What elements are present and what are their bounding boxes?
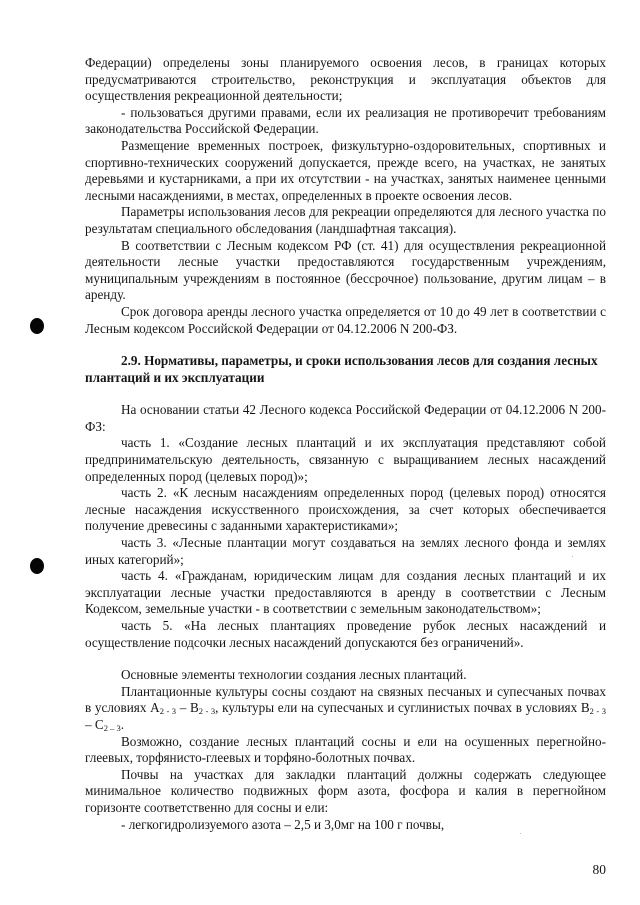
law-part: часть 4. «Гражданам, юридическим лицам для создания лесных плантаций и их эксплуатации лесные участки предоставляются в аренду в соответствии с Лесным Кодексом, земельные участки - в соответствии с земельным законодательством»; — [85, 568, 606, 617]
paragraph: Основные элементы технологии создания лесных плантаций. — [121, 667, 467, 683]
paragraph: В соответствии с Лесным кодексом РФ (ст. 41) для осуществления рекреационной деятельности лесные участки предоставляются государственным учреждениям, муниципальным учреждениям в постоянное (бессрочное) пользование, другим лицам – в аренду. — [85, 237, 606, 303]
paragraph: Параметры использования лесов для рекреации определяются для лесного участка по результатам специального обследования (ландшафтная таксация). — [85, 204, 606, 236]
paragraph: Возможно, создание лесных плантаций сосны и ели на осушенных перегнойно-глеевых, торфянисто-глеевых и торфяно-болотных почвах. — [85, 733, 606, 766]
paragraph: Почвы на участках для закладки плантаций должны содержать следующее минимальное количество подвижных форм азота, фосфора и калия в перегнойном горизонте соответственно для сосны и ели: — [85, 766, 606, 815]
law-part: часть 1. «Создание лесных плантаций и их эксплуатация представляют собой предпринимательскую деятельность, связанную с выращиванием лесных насаждений определенных пород (целевых пород)»; — [85, 435, 606, 484]
list-item: - легкогидролизуемого азота – 2,5 и 3,0мг на 100 г почвы, — [121, 816, 445, 832]
punch-hole — [30, 318, 44, 334]
document-text — [85, 55, 606, 833]
paragraph: Федерации) определены зоны планируемого освоения лесов, в границах которых предусматриваются строительство, реконструкция и эксплуатация объектов для осуществления рекреационной деятельности; — [85, 55, 606, 104]
law-part: часть 2. «К лесным насаждениям определенных пород (целевых пород) относятся лесные насаждения искусственного происхождения, за счет которых обеспечивается получение древесины с заданными характеристиками»; — [85, 485, 606, 534]
law-part: часть 5. «На лесных плантациях проведение рубок лесных насаждений и осуществление подсочки лесных насаждений допускаются без ограничений». — [85, 618, 606, 650]
scan-speck — [520, 833, 521, 834]
paragraph: Плантационные культуры сосны создают на связных песчаных и супесчаных почвах в условиях $А_{2 - 3} - В_{2 - 3}$, культуры ели на супесчаных и суглинистых почвах в условиях $В_{2 - 3} - С_{2 - 3}$. — [85, 683, 606, 733]
paragraph: Срок договора аренды лесного участка определяется от 10 до 49 лет в соответствии с Лесным кодексом Российской Федерации от 04.12.2006 N 200-ФЗ. — [85, 303, 606, 336]
paragraph: Размещение временных построек, физкультурно-оздоровительных, спортивных и спортивно-технических сооружений допускается, прежде всего, на участках, не занятых деревьями и кустарниками, а при их отсутствии - на участках, занятых наименее ценными лесными насаждениями, в местах, определенных в проекте освоения лесов. — [85, 137, 606, 203]
page-number: 80 — [592, 862, 606, 877]
paragraph: На основании статьи 42 Лесного кодекса Российской Федерации от 04.12.2006 N 200-ФЗ: — [85, 402, 606, 434]
law-part: часть 3. «Лесные плантации могут создаваться на землях лесного фонда и землях иных категорий»; — [85, 535, 606, 567]
punch-hole — [30, 558, 44, 574]
section-heading: 2.9. Нормативы, параметры, и сроки использования лесов для создания лесных плантаций и их эксплуатации — [85, 353, 598, 385]
paragraph: - пользоваться другими правами, если их реализация не противоречит требованиям законодательства Российской Федерации. — [85, 104, 606, 137]
